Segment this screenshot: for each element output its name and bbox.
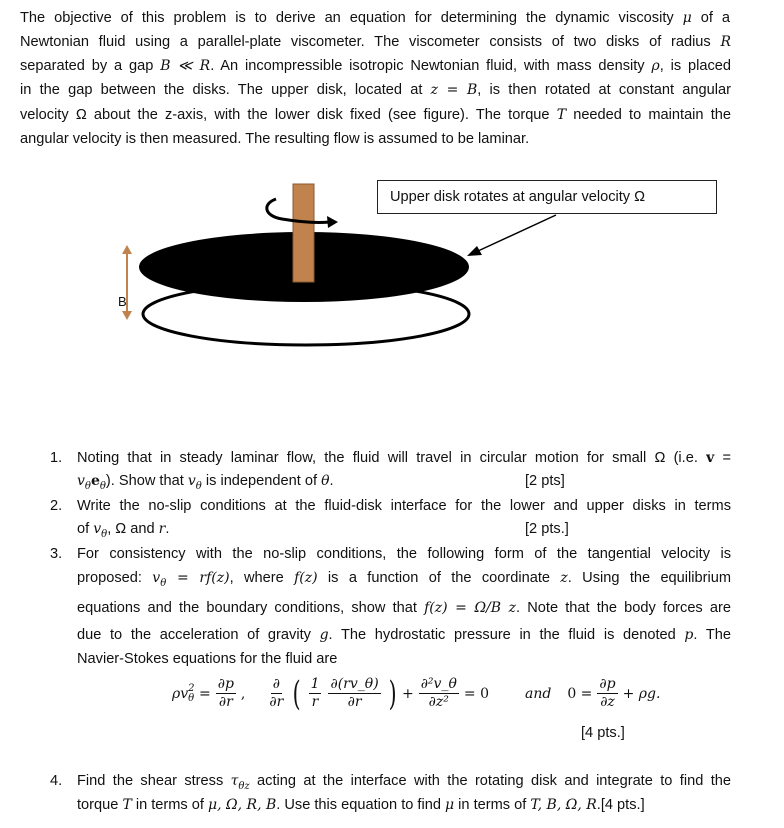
math-text: θ [101, 528, 108, 540]
math-text: Ω/B [474, 600, 502, 616]
intro-line [20, 56, 731, 76]
math-text: f(z) = [424, 600, 475, 616]
math-text: p [684, 627, 694, 643]
question-line [77, 448, 731, 468]
text-segment: in terms of [131, 797, 209, 813]
eq1-lhs: ρv 2 θ = [172, 682, 211, 704]
eq2-rhs: = 0 [463, 685, 489, 702]
question-number: 4. [50, 773, 63, 789]
text-segment: in terms of [454, 797, 531, 813]
eq2-inner-fraction: $\frac{1}{r}$ [310, 676, 320, 710]
question-line [77, 568, 731, 594]
question-line [77, 519, 169, 545]
math-text: θ [321, 473, 330, 489]
text-segment: , Ω and [107, 521, 159, 537]
math-text: T [122, 797, 132, 813]
math-text: v [187, 473, 196, 489]
intro-line [20, 32, 731, 52]
question-line [77, 598, 731, 618]
math-text: θ [195, 480, 202, 492]
intro-line [20, 129, 529, 149]
shaft [293, 184, 314, 282]
text-segment: Newtonian fluid using a parallel-plate viscometer. The viscometer consists of two disks of radius [20, 34, 721, 50]
text-segment: . Use this equation to find [276, 797, 446, 813]
text-segment: . [165, 521, 170, 537]
text-segment: due to the acceleration of gravity [77, 627, 320, 643]
math-text: μ [682, 10, 692, 26]
text-segment: in the gap between the disks. The upper disk, located at [20, 82, 431, 98]
math-text: v [152, 570, 161, 586]
text-segment: . Using the equilibrium [567, 570, 732, 586]
text-segment: ). Show that [105, 473, 188, 489]
text-segment: , where [229, 570, 295, 586]
math-text: v [77, 473, 85, 489]
math-text: z [560, 570, 568, 586]
question-points: [4 pts.] [581, 725, 625, 741]
math-text: v [93, 521, 102, 537]
math-text: z [501, 600, 517, 616]
text-segment: For consistency with the no-slip conditions, the following form of the tangential velocity is [77, 546, 731, 562]
eq2-derivative: $\frac{\partial}{\partial r}$ [269, 676, 284, 710]
text-segment: The objective of this problem is to derive an equation for determining the dynamic viscosity [20, 10, 683, 26]
eq3-fraction: $\frac{\partial p}{\partial z}$ [599, 676, 616, 710]
rotation-arrowhead-icon [327, 216, 338, 228]
text-segment: , is placed [659, 58, 732, 74]
text-segment: = [714, 450, 732, 466]
math-text: R [720, 34, 731, 50]
math-text: T [556, 107, 567, 123]
text-segment: is a function of the coordinate [317, 570, 561, 586]
text-segment: angular velocity is then measured. The resulting flow is assumed to be laminar. [20, 131, 530, 147]
text-segment: of a [691, 10, 730, 26]
eq2-laplacian: $\frac{\text{∂²v\_θ}}{\text{∂z²}}$ [420, 676, 457, 710]
text-segment: Noting that in steady laminar flow, the fluid will travel in circular motion for small Ω (i.e. [77, 450, 707, 466]
question-line [77, 795, 645, 815]
math-text: z = B [430, 82, 478, 98]
math-text: T, B, Ω, R [530, 797, 597, 813]
math-text: = rf(z) [166, 570, 230, 586]
text-segment: proposed: [77, 570, 153, 586]
callout-pointer [478, 215, 556, 251]
math-text: θ [84, 480, 91, 492]
question-line [77, 496, 731, 516]
gap-label: B [118, 294, 127, 309]
callout-box: Upper disk rotates at angular velocity Ω [377, 180, 717, 214]
intro-line [20, 8, 730, 28]
text-segment: acting at the interface with the rotating disk and integrate to find the [249, 773, 731, 789]
text-segment: . The hydrostatic pressure in the fluid is denoted [328, 627, 685, 643]
text-segment: is independent of [201, 473, 322, 489]
math-text: θz [238, 780, 250, 792]
text-segment: . [329, 473, 334, 489]
text-segment: Navier-Stokes equations for the fluid are [77, 651, 338, 667]
math-text: g [319, 627, 329, 643]
text-segment: velocity Ω about the z-axis, with the lower disk fixed (see figure). The torque [20, 107, 557, 123]
question-line [77, 625, 731, 645]
math-text: e [90, 473, 100, 489]
gap-arrow-up-icon [122, 245, 132, 254]
math-text: f(z) [294, 570, 318, 586]
eq2-inner2-fraction: $\frac{\partial(rv\_\theta)}{\partial r}$ [330, 676, 379, 710]
question-points: [2 pts] [525, 473, 565, 489]
question-number: 1. [50, 450, 63, 466]
question-line [77, 771, 731, 797]
text-segment: needed to maintain the [566, 107, 731, 123]
text-segment: , is then rotated at constant angular [477, 82, 731, 98]
intro-line [20, 80, 731, 100]
text-segment: Write the no-slip conditions at the fluid-disk interface for the lower and upper disks in terms [77, 498, 731, 514]
eq1-fraction: $\frac{\partial p}{\partial r}$ [217, 676, 234, 710]
text-segment: torque [77, 797, 123, 813]
callout-arrowhead-icon [467, 246, 482, 256]
intro-line [20, 105, 731, 125]
question-line [77, 471, 334, 497]
eq3-rhs: + ρg. [622, 685, 661, 702]
math-text: μ [445, 797, 455, 813]
question-line [77, 544, 731, 564]
math-text: B ≪ R [160, 58, 211, 74]
math-text: θ [160, 577, 167, 589]
text-segment: . The [693, 627, 731, 643]
question-line [77, 649, 337, 669]
text-segment: Find the shear stress [77, 773, 231, 789]
text-segment: .[4 pts.] [596, 797, 645, 813]
text-segment: . An incompressible isotropic Newtonian fluid, with mass density [210, 58, 652, 74]
navier-stokes-equations: ρv 2 θ = $\frac{\partial p}{\partial r}$ , $\frac{\partial}{\partial r}$ ( $\frac{1}{r}$ $\frac{\partial(rv\_\theta)}{\partial r}$ ) + $\frac{\text{∂²v\_θ}}{\text{∂z²}}$ = 0 and 0 = $\frac{\partial p}{\partial z}$ + ρg. [172, 673, 661, 714]
eq-and: and [524, 685, 552, 702]
math-text: r [158, 521, 166, 537]
text-segment: separated by a gap [20, 58, 161, 74]
question-number: 3. [50, 546, 63, 562]
text-segment: of [77, 521, 94, 537]
math-text: ρ [651, 58, 660, 74]
text-segment: equations and the boundary conditions, show that [77, 600, 425, 616]
math-text: τ [230, 773, 239, 789]
math-text: θ [99, 480, 106, 492]
question-points: [2 pts.] [525, 521, 569, 537]
eq3-lhs: 0 = [567, 685, 593, 702]
question-number: 2. [50, 498, 63, 514]
math-text: v [706, 450, 715, 466]
text-segment: . Note that the body forces are [516, 600, 731, 616]
gap-arrow-down-icon [122, 311, 132, 320]
math-text: μ, Ω, R, B [208, 797, 277, 813]
